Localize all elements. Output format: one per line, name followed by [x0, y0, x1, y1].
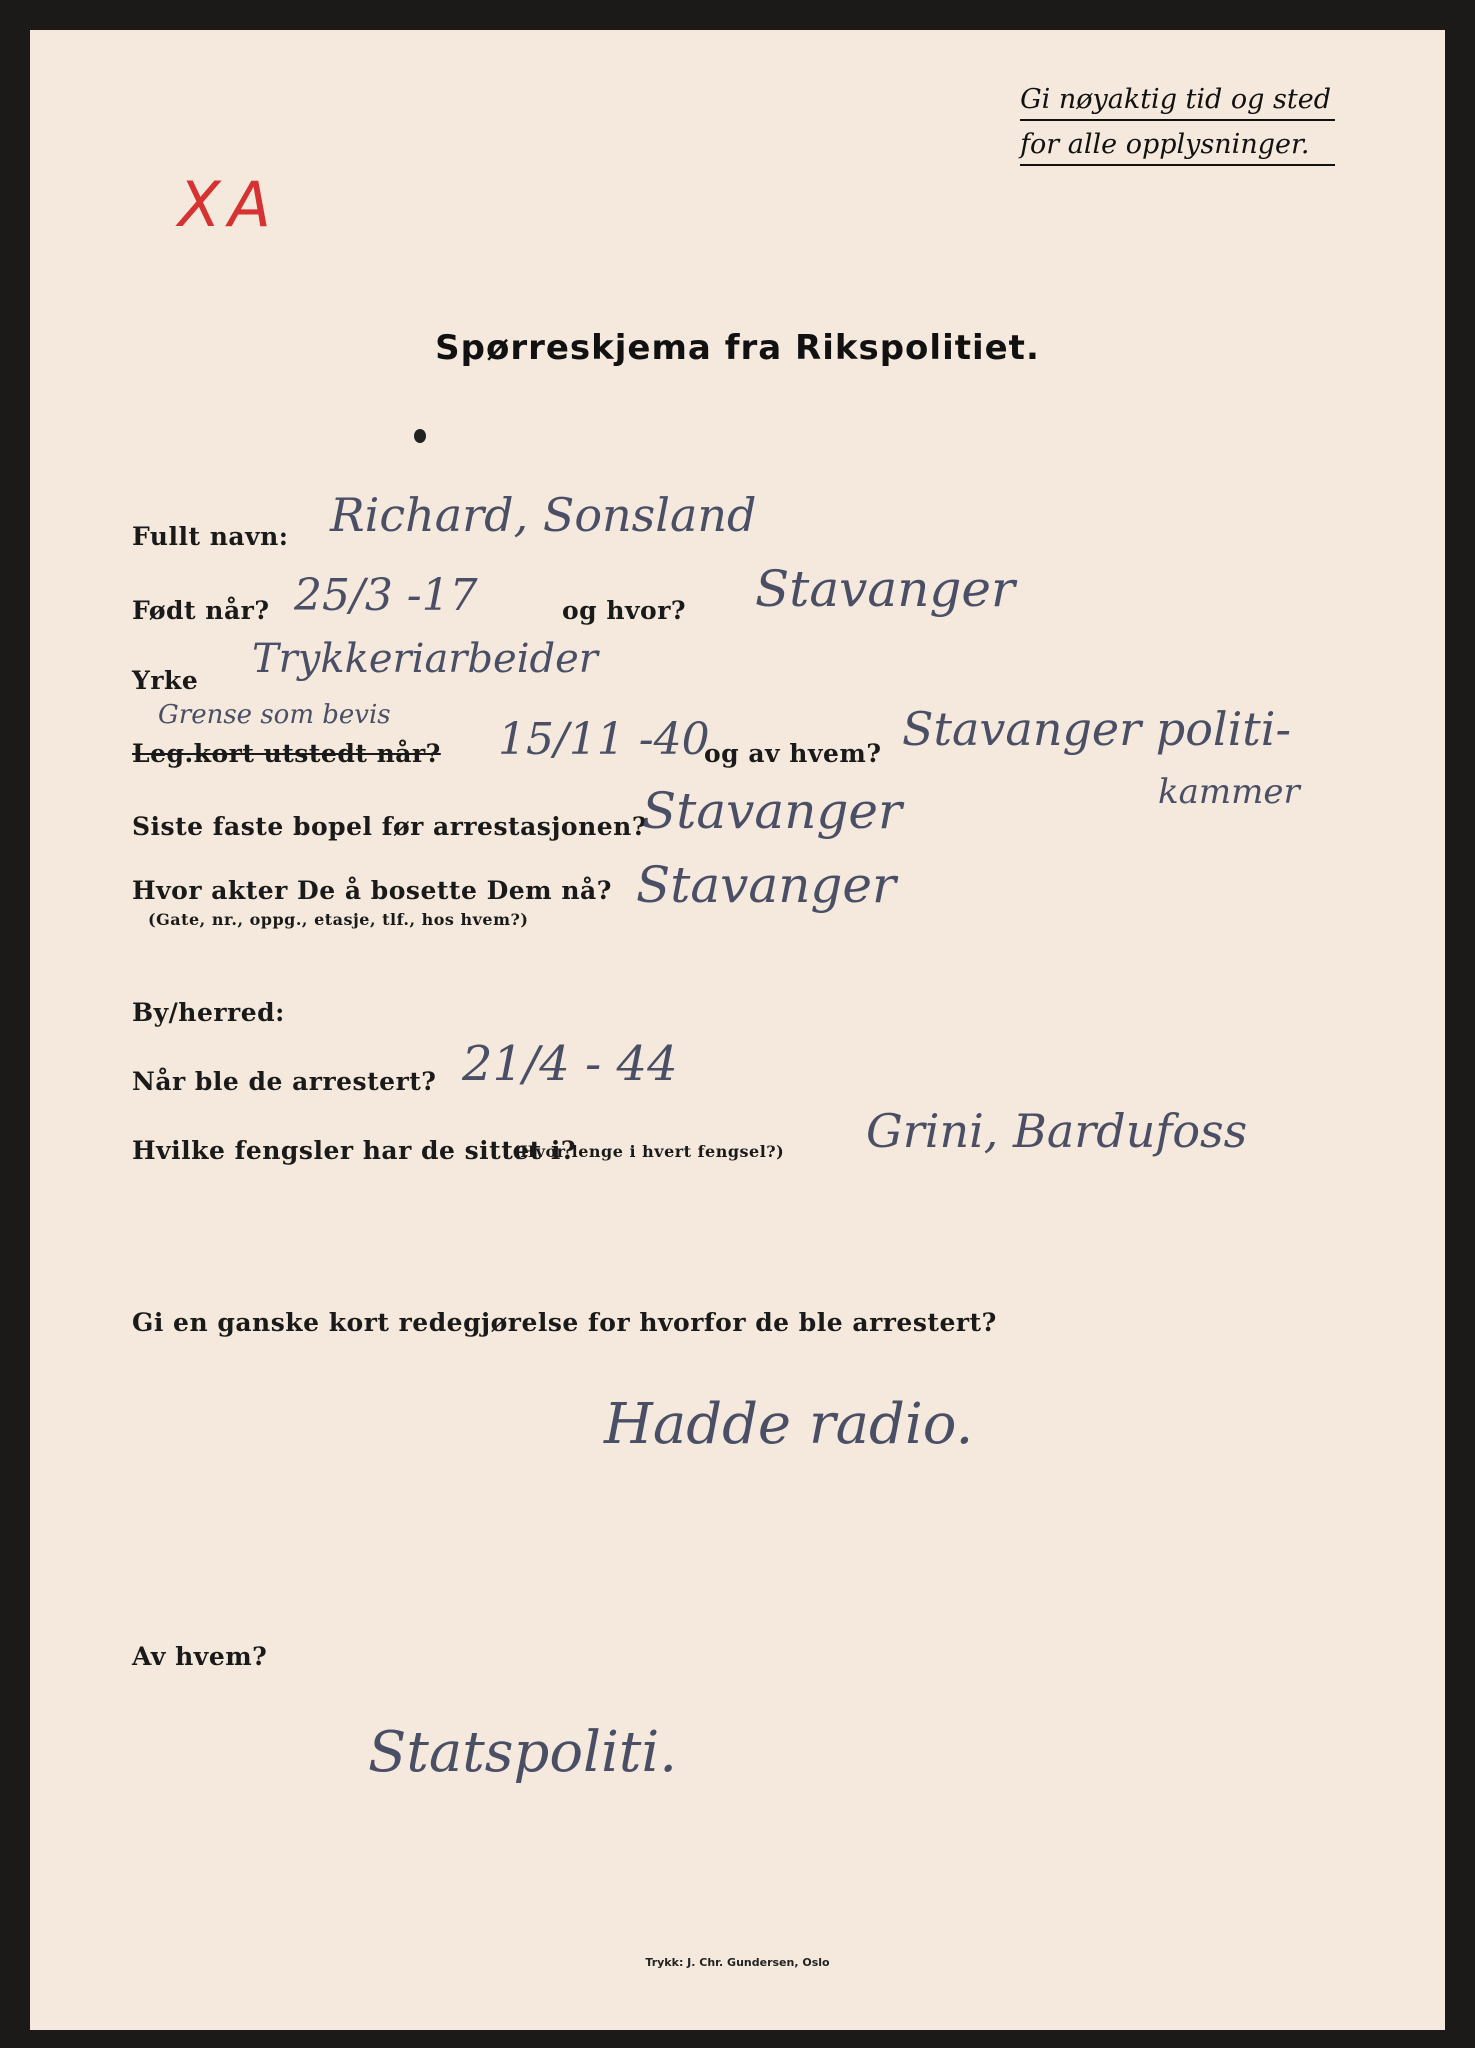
value-occupation: Trykkeriarbeider: [252, 636, 598, 682]
value-reason: Hadde radio.: [604, 1392, 974, 1457]
printer-footer: Trykk: J. Chr. Gundersen, Oslo: [645, 1956, 830, 1969]
label-prisons-sub: (Hvor lenge i hvert fengsel?): [512, 1142, 785, 1161]
form-title: Spørreskjema fra Rikspolitiet.: [435, 328, 1040, 368]
label-born-where: og hvor?: [562, 596, 687, 625]
label-legkort: Leg.kort utstedt når?: [132, 739, 441, 768]
red-mark: XA: [178, 168, 279, 241]
label-issued-by: og av hvem?: [704, 739, 882, 768]
value-last-residence: Stavanger: [642, 782, 902, 840]
label-last-residence: Siste faste bopel før arrestasjonen?: [132, 812, 647, 841]
corner-note-line1: Gi nøyaktig tid og sted: [1020, 84, 1335, 121]
value-full-name: Richard, Sonsland: [330, 488, 757, 542]
value-settle: Stavanger: [636, 856, 896, 914]
form-page: [30, 30, 1445, 2030]
value-born-where: Stavanger: [755, 560, 1015, 618]
value-issued-by-2: kammer: [1158, 772, 1300, 812]
value-issued-by: Stavanger politi-: [902, 702, 1292, 756]
label-prisons: Hvilke fengsler har de sittet i?: [132, 1136, 577, 1165]
corner-note: [1020, 84, 1335, 166]
value-born-when: 25/3 -17: [294, 570, 478, 621]
label-town: By/herred:: [132, 998, 285, 1027]
label-settle: Hvor akter De å bosette Dem nå?: [132, 876, 612, 905]
value-legkort: 15/11 -40: [498, 714, 710, 765]
label-arrested: Når ble de arrestert?: [132, 1067, 437, 1096]
ink-dot: [414, 429, 426, 443]
label-settle-sub: (Gate, nr., oppg., etasje, tlf., hos hvem?): [148, 910, 529, 929]
value-legkort-correction: Grense som bevis: [158, 700, 391, 730]
value-prisons: Grini, Bardufoss: [866, 1104, 1248, 1158]
value-arrested: 21/4 - 44: [462, 1036, 678, 1092]
label-occupation: Yrke: [132, 666, 199, 695]
label-born-when: Født når?: [132, 596, 270, 625]
corner-note-line2: for alle opplysninger.: [1020, 121, 1335, 166]
label-full-name: Fullt navn:: [132, 522, 289, 551]
value-arrested-by: Statspoliti.: [368, 1720, 678, 1785]
label-arrested-by: Av hvem?: [132, 1642, 268, 1671]
label-reason: Gi en ganske kort redegjørelse for hvorfor de ble arrestert?: [132, 1308, 997, 1337]
